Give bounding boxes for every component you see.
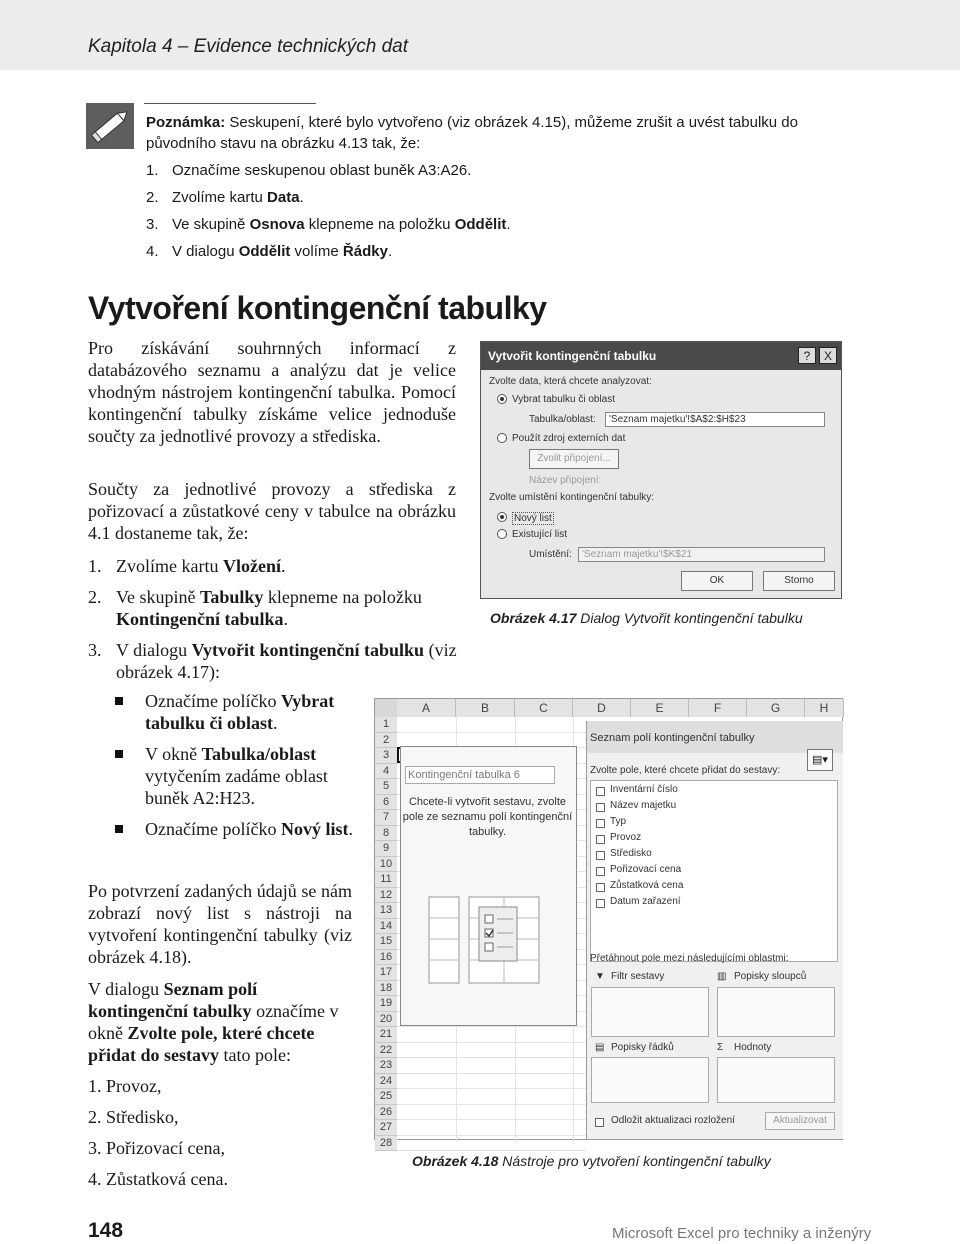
step-item: 1. Zvolíme kartu Vložení. xyxy=(88,556,286,576)
layout-dropdown[interactable]: ▤▾ xyxy=(807,749,833,771)
field-label: Typ xyxy=(610,816,627,827)
existing-sheet-label: Existující list xyxy=(512,529,568,540)
row-header[interactable]: 16 xyxy=(375,950,397,966)
row-header[interactable]: 3 xyxy=(375,748,397,764)
column-labels-zone[interactable] xyxy=(717,987,835,1037)
drag-fields-label: Přetáhnout pole mezi následujícími oblastmi: xyxy=(590,953,789,964)
values-label: Hodnoty xyxy=(734,1042,772,1053)
row-header[interactable]: 4 xyxy=(375,764,397,780)
defer-update-label: Odložit aktualizaci rozložení xyxy=(611,1115,735,1126)
grid-line xyxy=(397,1119,586,1120)
update-button[interactable]: Aktualizovat xyxy=(765,1112,835,1130)
row-labels-label: Popisky řádků xyxy=(611,1042,674,1053)
external-data-radio[interactable] xyxy=(497,433,507,443)
location-input[interactable]: 'Seznam majetku'!$K$21 xyxy=(578,547,825,562)
note-step: 1. Označíme seskupenou oblast buněk A3:A26. xyxy=(146,162,472,179)
note-step: 2. Zvolíme kartu Data. xyxy=(146,189,304,206)
report-filter-zone[interactable] xyxy=(591,987,709,1037)
pivot-hint: Chcete-li vytvořit sestavu, zvolte pole ze seznamu polí kontingenční tabulky. xyxy=(402,796,573,838)
create-pivot-dialog xyxy=(480,341,842,599)
field-label: Název majetku xyxy=(610,800,677,811)
choose-fields-label: Zvolte pole, které chcete přidat do sestavy: xyxy=(590,765,781,776)
column-header[interactable]: B xyxy=(456,699,515,717)
steps-list xyxy=(88,555,460,692)
note-step: 3. Ve skupině Osnova klepneme na položku Oddělit. xyxy=(146,216,511,233)
row-header[interactable]: 9 xyxy=(375,841,397,857)
row-header[interactable]: 7 xyxy=(375,810,397,826)
row-header[interactable]: 11 xyxy=(375,872,397,888)
bullet-item: Označíme políčko Vybrat tabulku či oblast. xyxy=(115,690,355,734)
row-header[interactable]: 21 xyxy=(375,1027,397,1043)
row-header[interactable]: 26 xyxy=(375,1105,397,1121)
field-label: Středisko xyxy=(610,848,652,859)
row-header[interactable]: 2 xyxy=(375,733,397,749)
bullet-list xyxy=(115,690,355,849)
close-button[interactable]: X xyxy=(819,347,837,364)
external-data-label: Použít zdroj externích dat xyxy=(512,433,626,444)
note-label: Poznámka: xyxy=(146,114,226,131)
row-header[interactable]: 10 xyxy=(375,857,397,873)
select-table-radio[interactable] xyxy=(497,394,507,404)
column-header[interactable]: F xyxy=(689,699,747,717)
list-item: 4. Zůstatková cena. xyxy=(88,1169,228,1189)
row-header[interactable]: 18 xyxy=(375,981,397,997)
cancel-button[interactable]: Storno xyxy=(763,571,835,591)
row-header[interactable]: 12 xyxy=(375,888,397,904)
note-text: Seskupení, které bylo vytvořeno (viz obrázek 4.15), můžeme zrušit a uvést tabulku do původního stavu na obrázku 4.13 tak, že: xyxy=(146,114,798,152)
values-zone[interactable] xyxy=(717,1057,835,1103)
grid-line xyxy=(397,1073,586,1074)
field-label: Provoz xyxy=(610,832,642,843)
row-header[interactable]: 8 xyxy=(375,826,397,842)
page-header xyxy=(0,0,960,70)
note-step: 4. V dialogu Oddělit volíme Řádky. xyxy=(146,243,393,260)
row-header[interactable]: 1 xyxy=(375,717,397,733)
caption-4-18: Obrázek 4.18 Nástroje pro vytvoření kontingenční tabulky xyxy=(412,1153,771,1169)
new-sheet-label: Nový list xyxy=(514,513,552,524)
row-header[interactable]: 22 xyxy=(375,1043,397,1059)
bullet-item: V okně Tabulka/oblast vytyčením zadáme oblast buněk A2:H23. xyxy=(115,743,355,809)
help-button[interactable]: ? xyxy=(798,347,816,364)
grid-line xyxy=(397,732,586,733)
defer-update-checkbox[interactable] xyxy=(595,1118,604,1127)
field-checkbox[interactable] xyxy=(596,883,605,892)
grid-line xyxy=(397,1057,586,1058)
field-checkbox[interactable] xyxy=(596,835,605,844)
row-header[interactable]: 17 xyxy=(375,965,397,981)
chapter-title: Kapitola 4 – Evidence technických dat xyxy=(88,36,409,57)
step-item: 2. Ve skupině Tabulky klepneme na položku Kontingenční tabulka. xyxy=(88,587,422,629)
range-input[interactable]: 'Seznam majetku'!$A$2:$H$23 xyxy=(605,412,825,427)
column-header[interactable]: E xyxy=(631,699,689,717)
existing-sheet-radio[interactable] xyxy=(497,529,507,539)
row-header[interactable]: 14 xyxy=(375,919,397,935)
book-title: Microsoft Excel pro techniky a inženýry xyxy=(612,1225,872,1242)
field-label: Zůstatková cena xyxy=(610,880,684,891)
row-header[interactable]: 23 xyxy=(375,1058,397,1074)
grid-line xyxy=(397,1150,586,1151)
column-header[interactable]: C xyxy=(515,699,573,717)
choose-location-label: Zvolte umístění kontingenční tabulky: xyxy=(489,492,655,503)
column-header[interactable]: G xyxy=(747,699,805,717)
field-list xyxy=(88,1075,328,1199)
pencil-note-icon xyxy=(86,103,134,149)
choose-connection-button[interactable]: Zvolit připojení... xyxy=(529,449,619,469)
field-list-title: Seznam polí kontingenční tabulky xyxy=(590,732,755,744)
row-header[interactable]: 24 xyxy=(375,1074,397,1090)
bullet-item: Označíme políčko Nový list. xyxy=(115,818,355,840)
field-checkbox[interactable] xyxy=(596,899,605,908)
sum-icon: Σ xyxy=(717,1042,724,1053)
location-label: Umístění: xyxy=(529,549,572,560)
row-header[interactable]: 27 xyxy=(375,1120,397,1136)
select-all-corner[interactable] xyxy=(375,699,397,717)
ok-button[interactable]: OK xyxy=(681,571,753,591)
column-labels-label: Popisky sloupců xyxy=(734,971,807,982)
step-item: 3. V dialogu Vytvořit kontingenční tabulku (viz obrázek 4.17): xyxy=(88,640,457,682)
row-header[interactable]: 28 xyxy=(375,1136,397,1152)
row-header[interactable]: 6 xyxy=(375,795,397,811)
pivot-placeholder[interactable] xyxy=(400,746,577,1026)
report-filter-label: Filtr sestavy xyxy=(611,971,665,982)
paragraph-intro: Pro získávání souhrnných informací z databázového seznamu a analýzu dat je velice vhodným nástrojem kontingenční tabulka. Pomocí kontingenční tabulky získáme velice jednoduše součty za jednotlivé provozy a střediska. xyxy=(88,338,456,446)
field-checkbox[interactable] xyxy=(596,787,605,796)
caption-4-17: Obrázek 4.17 Dialog Vytvořit kontingenční tabulku xyxy=(490,610,803,626)
row-labels-zone[interactable] xyxy=(591,1057,709,1103)
paragraph-sums: Součty za jednotlivé provozy a střediska z pořizovací a zůstatkové ceny v tabulce na obrázku 4.1 dostaneme tak, že: xyxy=(88,479,456,543)
pivot-name-label: Kontingenční tabulka 6 xyxy=(405,766,555,784)
filter-icon: ▼ xyxy=(595,971,605,982)
row-header[interactable]: 19 xyxy=(375,996,397,1012)
note xyxy=(146,112,856,262)
column-header[interactable]: D xyxy=(573,699,631,717)
pivot-table-graphic xyxy=(401,747,578,1027)
new-sheet-radio[interactable] xyxy=(497,512,507,522)
field-checkbox[interactable] xyxy=(596,819,605,828)
grid-line xyxy=(397,1042,586,1043)
row-labels-icon: ▤ xyxy=(595,1042,605,1053)
choose-data-label: Zvolte data, která chcete analyzovat: xyxy=(489,376,652,387)
grid-line xyxy=(397,1135,586,1136)
grid-line xyxy=(397,1088,586,1089)
field-label: Pořizovací cena xyxy=(610,864,682,875)
field-checkbox[interactable] xyxy=(596,851,605,860)
column-labels-icon: ▥ xyxy=(717,971,727,982)
paragraph-field-list: V dialogu Seznam polí kontingenční tabulky označíme v okně Zvolte pole, které chcete přidat do sestavy tato pole: xyxy=(88,979,339,1065)
section-heading: Vytvoření kontingenční tabulky xyxy=(88,290,547,326)
range-label: Tabulka/oblast: xyxy=(529,414,596,425)
grid-line xyxy=(397,1104,586,1105)
field-checkbox[interactable] xyxy=(596,803,605,812)
select-table-label: Vybrat tabulku či oblast xyxy=(512,394,616,405)
row-header[interactable]: 13 xyxy=(375,903,397,919)
row-header[interactable]: 20 xyxy=(375,1012,397,1028)
field-list-pane xyxy=(586,721,843,1139)
column-header[interactable]: A xyxy=(397,699,456,717)
page-number: 148 xyxy=(88,1219,124,1242)
paragraph-new-sheet: Po potvrzení zadaných údajů se nám zobrazí nový list s nástroji na vytvoření kontingenční tabulky (viz obrázek 4.18). xyxy=(88,881,352,967)
list-item: 2. Středisko, xyxy=(88,1107,179,1127)
dialog-title: Vytvořit kontingenční tabulku xyxy=(488,349,657,363)
row-header[interactable]: 25 xyxy=(375,1089,397,1105)
list-item: 1. Provoz, xyxy=(88,1076,162,1096)
note-rule xyxy=(144,103,316,104)
row-header[interactable]: 5 xyxy=(375,779,397,795)
field-label: Inventární číslo xyxy=(610,784,678,795)
field-checkbox[interactable] xyxy=(596,867,605,876)
list-item: 3. Pořizovací cena, xyxy=(88,1138,225,1158)
excel-pivot-screenshot xyxy=(374,698,843,1149)
connection-name-label: Název připojení: xyxy=(529,475,602,486)
column-header[interactable]: H xyxy=(805,699,844,717)
field-label: Datum zařazení xyxy=(610,896,681,907)
row-header[interactable]: 15 xyxy=(375,934,397,950)
